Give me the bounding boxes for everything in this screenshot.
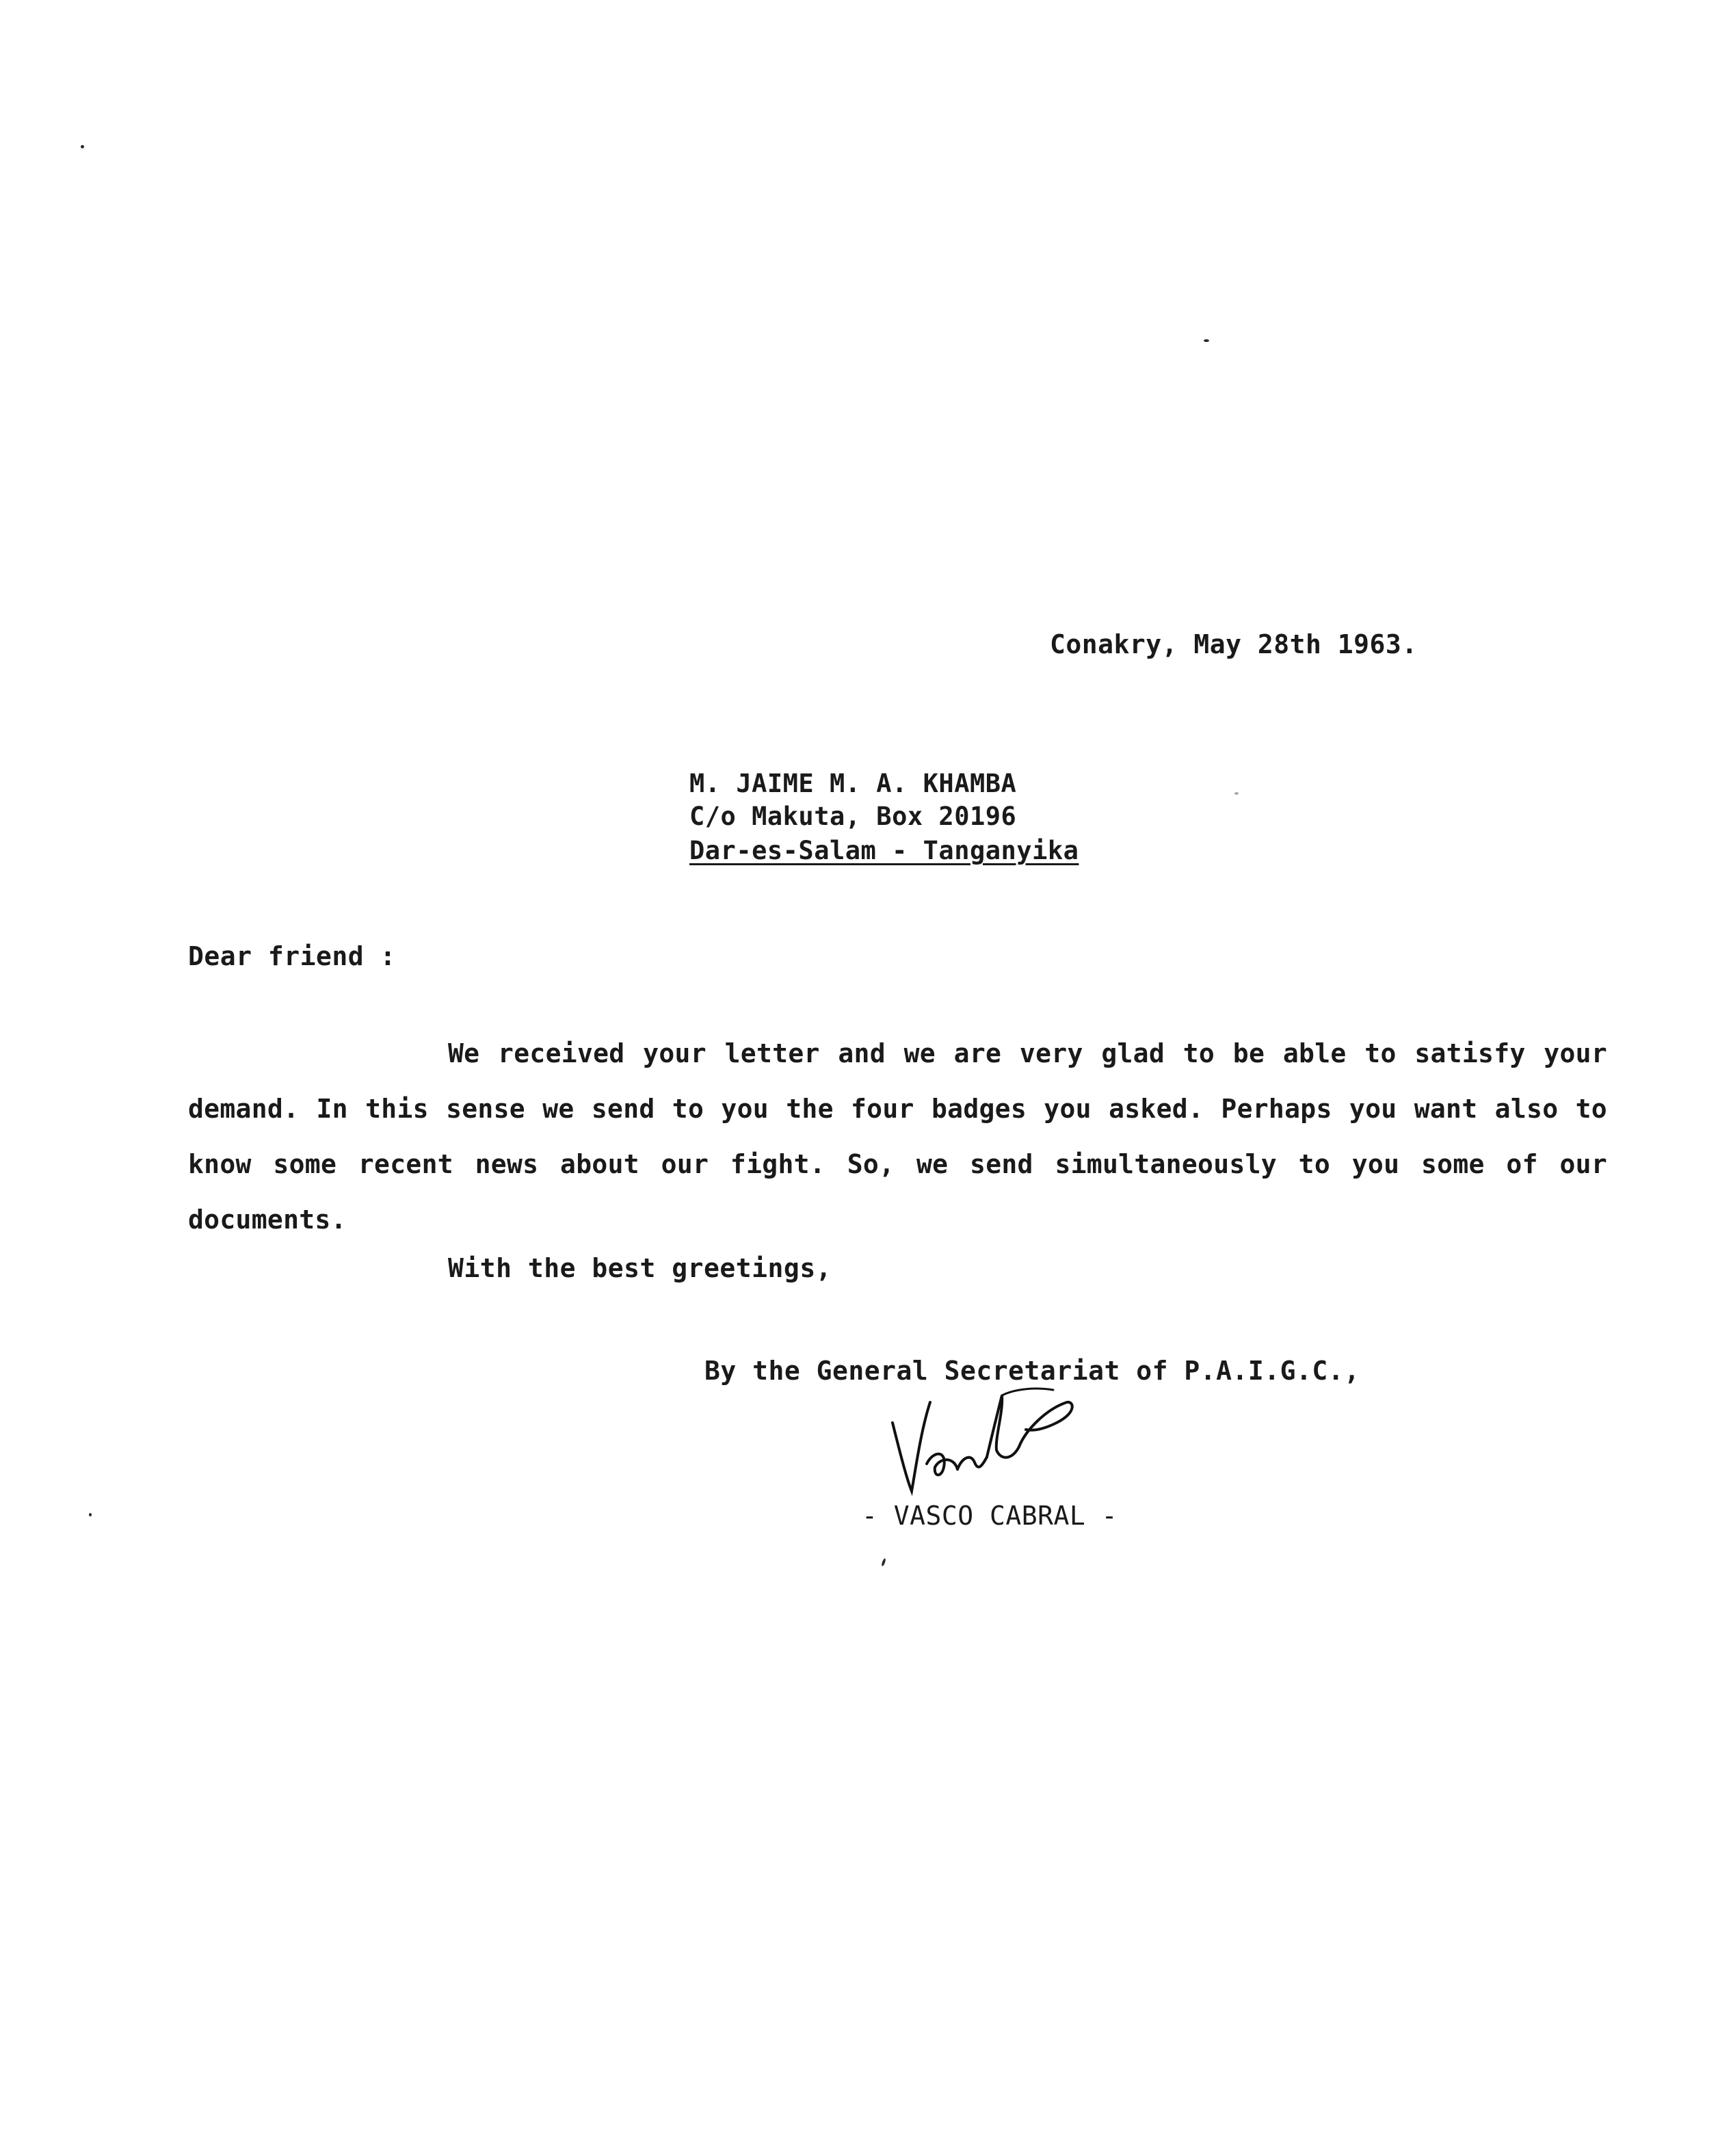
scan-speck bbox=[881, 1558, 886, 1567]
recipient-care-of: C/o Makuta, Box 20196 bbox=[689, 802, 1017, 831]
recipient-city: Dar-es-Salam - Tanganyika bbox=[689, 836, 1079, 865]
letter-body: We received your letter and we are very glad to be able to satisfy your demand. In this sense we send to you the four badges you asked. Perhaps you want also to know some recent news about our fight. So, we send simultaneously to you some of our documents. bbox=[188, 1038, 1607, 1235]
closing-line: With the best greetings, bbox=[448, 1253, 832, 1283]
handwritten-signature bbox=[879, 1382, 1084, 1498]
signer-name: - VASCO CABRAL - bbox=[862, 1501, 1118, 1531]
scan-speck bbox=[1234, 792, 1239, 795]
scan-speck bbox=[89, 1513, 92, 1516]
date-line: Conakry, May 28th 1963. bbox=[1050, 629, 1418, 659]
scan-speck bbox=[81, 145, 84, 148]
scan-speck bbox=[1204, 339, 1209, 342]
recipient-name: M. JAIME M. A. KHAMBA bbox=[689, 769, 1017, 798]
byline: By the General Secretariat of P.A.I.G.C., bbox=[704, 1356, 1360, 1386]
salutation: Dear friend : bbox=[188, 941, 396, 971]
